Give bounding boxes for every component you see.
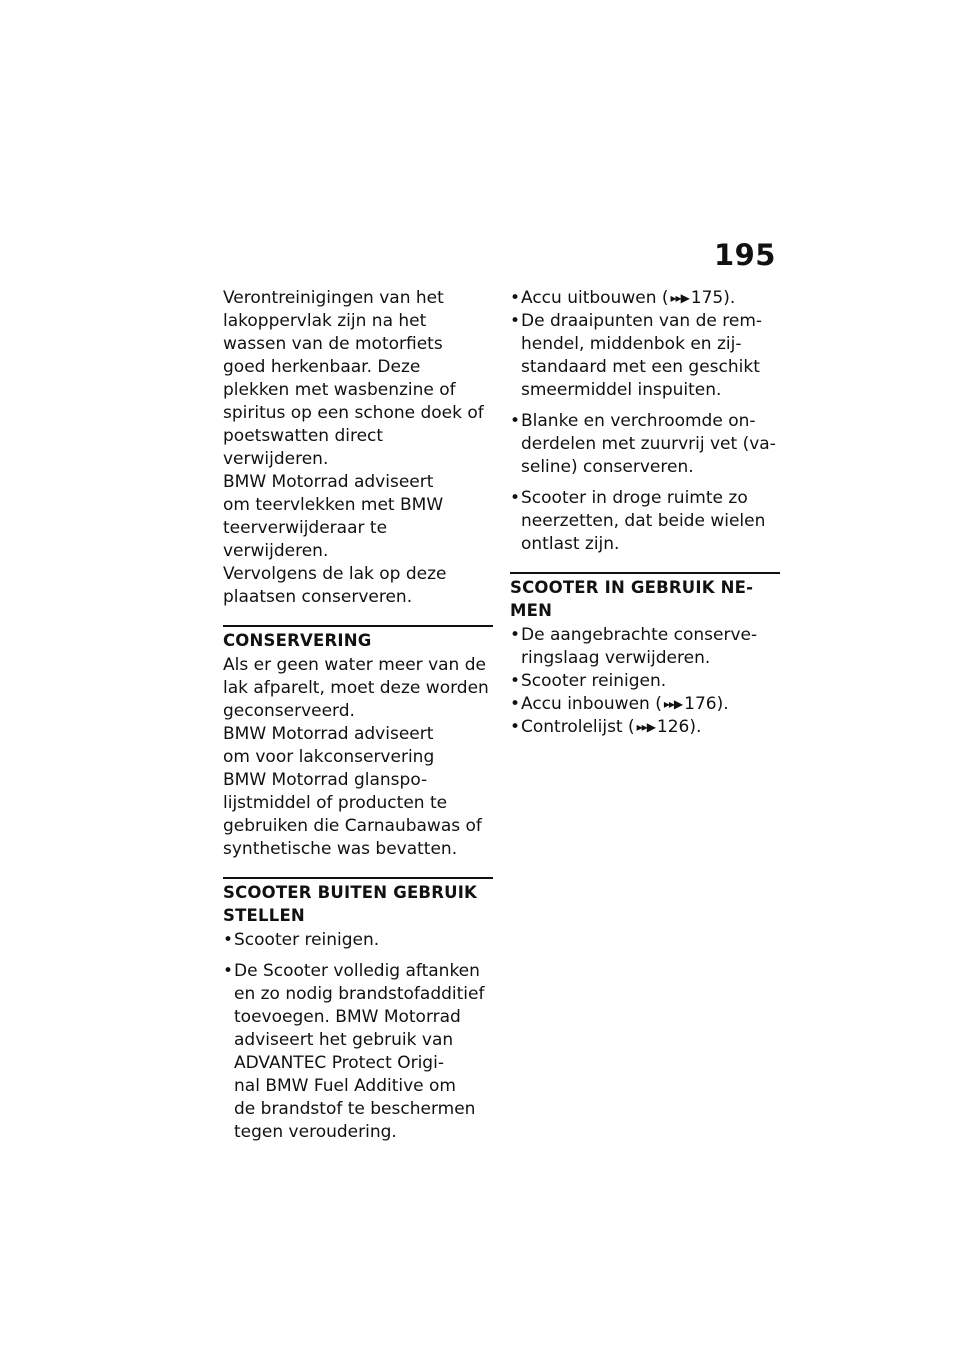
- page-reference-icon: ▸▸▶: [670, 291, 689, 305]
- bullet-icon: •: [510, 488, 521, 508]
- bullet-icon: •: [510, 671, 521, 691]
- bullet-icon: •: [510, 717, 521, 737]
- list-item: • Scooter in droge ruimte zo neerzetten, dat beide wielen ontlast zijn.: [510, 488, 766, 554]
- advice-paragraph: BMW Motorrad adviseert om teervlekken met BMW teerverwijderaar te verwijderen. Vervolgens de lak op deze plaatsen conserveren.: [223, 472, 447, 607]
- list-item: • Blanke en verchroomde on- derdelen met zuurvrij vet (va- seline) conserveren.: [510, 411, 776, 477]
- page-reference-icon: ▸▸▶: [636, 720, 655, 734]
- page-reference[interactable]: 126: [656, 717, 690, 737]
- page-reference-icon: ▸▸▶: [663, 697, 683, 711]
- intro-paragraph: Verontreinigingen van het lakoppervlak zijn na het wassen van de motorfiets goed herkenbaar. Deze plekken met wasbenzine of spiritus op een schone doek of poetswatten direct verwijderen.: [223, 288, 484, 469]
- list-item: • Scooter reinigen.: [510, 671, 667, 691]
- section-heading-conservering: CONSERVERING: [223, 625, 493, 652]
- list-item: • Accu uitbouwen ( ▸▸▶ 175).: [510, 288, 736, 308]
- section-heading-buiten-gebruik: SCOOTER BUITEN GEBRUIK STELLEN: [223, 877, 493, 927]
- in-gebruik-list: [510, 624, 780, 739]
- right-column: [510, 287, 780, 739]
- conservering-advice: BMW Motorrad adviseert om voor lakconservering BMW Motorrad glanspo- lijstmiddel of producten te gebruiken die Carnaubawas of synthetische was bevatten.: [223, 724, 482, 859]
- bullet-icon: •: [510, 411, 521, 431]
- list-item: • Accu inbouwen ( ▸▸▶ 176).: [510, 694, 729, 714]
- conservering-paragraph: Als er geen water meer van de lak afparelt, moet deze worden geconserveerd.: [223, 655, 489, 721]
- list-item: • Scooter reinigen.: [223, 930, 380, 950]
- bullet-icon: •: [223, 930, 234, 950]
- left-column: [223, 287, 493, 1144]
- bullet-icon: •: [223, 961, 234, 981]
- bullet-icon: •: [510, 288, 521, 308]
- page-number: 195: [713, 238, 776, 272]
- list-item: • Controlelijst ( ▸▸▶ 126).: [510, 717, 702, 737]
- list-item: • De draaipunten van de rem- hendel, middenbok en zij- standaard met een geschikt smeermiddel inspuiten.: [510, 311, 763, 400]
- page-reference[interactable]: 176: [684, 694, 717, 714]
- buiten-gebruik-list: [223, 929, 493, 1144]
- bullet-icon: •: [510, 694, 521, 714]
- bullet-icon: •: [510, 625, 521, 645]
- buiten-gebruik-list-continued: [510, 287, 780, 556]
- bullet-icon: •: [510, 311, 521, 331]
- page-reference[interactable]: 175: [690, 288, 724, 308]
- list-item: • De Scooter volledig aftanken en zo nodig brandstofadditief toevoegen. BMW Motorrad adviseert het gebruik van ADVANTEC Protect Origi- nal BMW Fuel Additive om de brandstof te beschermen tegen veroudering.: [223, 961, 485, 1142]
- section-heading-in-gebruik: SCOOTER IN GEBRUIK NE- MEN: [510, 572, 780, 622]
- list-item: • De aangebrachte conserve- ringslaag verwijderen.: [510, 625, 758, 668]
